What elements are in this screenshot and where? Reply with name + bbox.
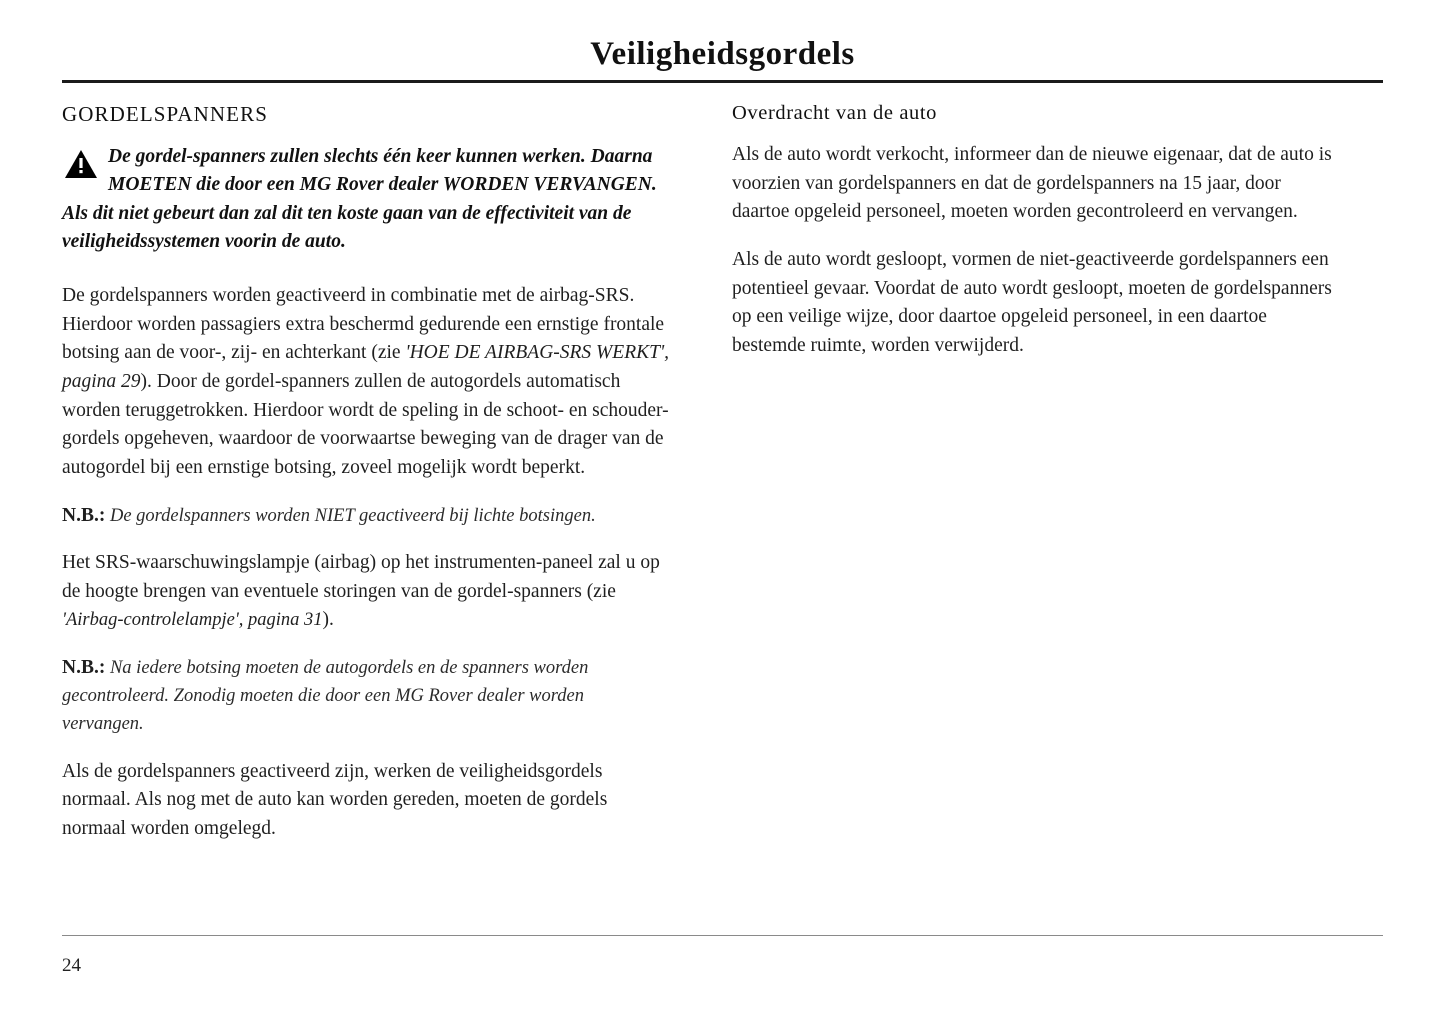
warning-block bbox=[62, 143, 670, 256]
left-paragraph-1 bbox=[62, 282, 670, 483]
note-1 bbox=[62, 502, 670, 530]
left-paragraph-2-reference: 'Airbag-controlelampje', pagina 31 bbox=[62, 610, 323, 631]
warning-text: De gordel-spanners zullen slechts één keer kunnen werken. Daarna MOETEN die door een MG Rover dealer WORDEN VERVANGEN. Als dit niet gebeurt dan zal dit ten koste gaan van de effectiviteit van de veiligheidssystemen voorin de auto. bbox=[62, 146, 657, 252]
page-number: 24 bbox=[62, 955, 81, 976]
right-paragraph-1: Als de auto wordt verkocht, informeer dan de nieuwe eigenaar, dat de auto is voorzien van gordelspanners en dat de gordelspanners na 15 jaar, door daartoe opgeleid personeel, moeten worden gecontroleerd en vervangen. bbox=[732, 144, 1332, 223]
left-column bbox=[62, 96, 670, 863]
right-column-heading: Overdracht van de auto bbox=[732, 102, 938, 124]
left-column-heading: GORDELSPANNERS bbox=[62, 102, 268, 126]
left-paragraph-2-part1: Het SRS-waarschuwingslampje (airbag) op het instrumenten-paneel zal u op de hoogte brengen van eventuele storingen van de gordel-spanners (zie bbox=[62, 551, 660, 602]
left-paragraph-2 bbox=[62, 549, 670, 635]
left-paragraph-3: Als de gordelspanners geactiveerd zijn, werken de veiligheidsgordels normaal. Als nog met de auto kan worden gereden, moeten de gordels normaal worden omgelegd. bbox=[62, 760, 608, 839]
warning-triangle-icon bbox=[64, 149, 98, 179]
left-paragraph-1-part1: De gordelspanners worden geactiveerd in combinatie met de airbag-SRS. Hierdoor worden passagiers extra beschermd gedurende een ernstige frontale botsing aan de voor-, zij- en achterkant (zie bbox=[62, 285, 665, 364]
note-2-label: N.B.: bbox=[62, 656, 106, 678]
note-1-text: De gordelspanners worden NIET geactiveerd bij lichte botsingen. bbox=[105, 505, 596, 526]
note-2-text: Na iedere botsing moeten de autogordels en de spanners worden gecontroleerd. Zonodig moeten die door een MG Rover dealer worden vervangen. bbox=[62, 657, 589, 735]
right-column bbox=[732, 96, 1340, 863]
header-rule bbox=[62, 80, 1383, 83]
left-paragraph-2-part2: ). bbox=[322, 609, 334, 631]
footer-rule bbox=[62, 935, 1383, 936]
right-paragraph-2: Als de auto wordt gesloopt, vormen de niet-geactiveerde gordelspanners een potentieel gevaar. Voordat de auto wordt gesloopt, moeten de gordelspanners op een veilige wijze, door daartoe opgeleid personeel, in een daartoe bestemde ruimte, worden verwijderd. bbox=[732, 248, 1332, 356]
left-paragraph-1-part2: ). Door de gordel-spanners zullen de autogordels automatisch worden teruggetrokken. Hierdoor wordt de speling in de schoot- en schouder-gordels opgeheven, waardoor de voorwaartse beweging van de drager van de autogordel bij een ernstige botsing, zoveel mogelijk wordt beperkt. bbox=[62, 371, 669, 478]
page-title: Veiligheidsgordels bbox=[590, 36, 855, 72]
page-columns bbox=[62, 96, 1383, 863]
note-2 bbox=[62, 654, 670, 739]
note-1-label: N.B.: bbox=[62, 504, 106, 526]
left-paragraph-1-reference: 'HOE DE AIRBAG-SRS WERKT', pagina 29 bbox=[62, 342, 670, 393]
